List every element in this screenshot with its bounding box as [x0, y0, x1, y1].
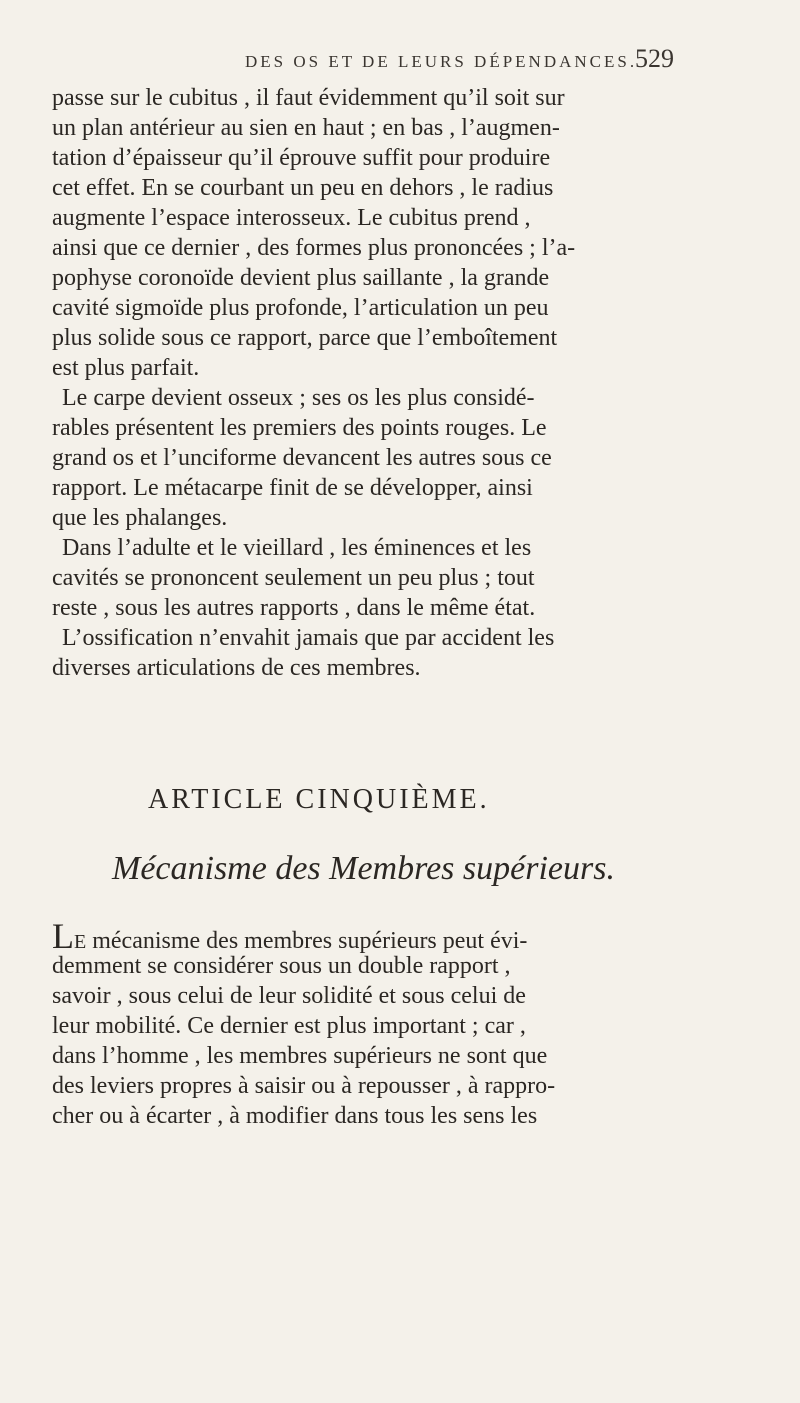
text-line: demment se considérer sous un double rapport ,	[52, 953, 511, 979]
article-heading: ARTICLE CINQUIÈME.	[148, 784, 490, 815]
text-line: Le carpe devient osseux ; ses os les plus considé-	[62, 385, 535, 411]
text-line: que les phalanges.	[52, 505, 228, 531]
text-line: cavités se prononcent seulement un peu plus ; tout	[52, 565, 535, 591]
running-head: DES OS ET DE LEURS DÉPENDANCES.	[245, 52, 638, 71]
drop-cap: L	[52, 916, 74, 956]
text-line: grand os et l’unciforme devancent les autres sous ce	[52, 445, 552, 471]
text-line: diverses articulations de ces membres.	[52, 655, 421, 681]
text-line: tation d’épaisseur qu’il éprouve suffit pour produire	[52, 145, 551, 171]
text-line: cet effet. En se courbant un peu en dehors , le radius	[52, 175, 554, 201]
text-line: des leviers propres à saisir ou à repousser , à rappro-	[52, 1073, 556, 1099]
text-line: plus solide sous ce rapport, parce que l’emboîtement	[52, 325, 558, 351]
first-line-text: mécanisme des membres supérieurs peut évi-	[86, 928, 528, 954]
text-line	[52, 916, 528, 956]
text-line: passe sur le cubitus , il faut évidemment qu’il soit sur	[52, 85, 565, 111]
text-line: L’ossification n’envahit jamais que par accident les	[62, 625, 555, 651]
text-line: rapport. Le métacarpe finit de se développer, ainsi	[52, 475, 533, 501]
text-line: est plus parfait.	[52, 355, 200, 381]
page-number: 529	[635, 44, 674, 73]
text-line: un plan antérieur au sien en haut ; en bas , l’augmen-	[52, 115, 560, 141]
text-line: cher ou à écarter , à modifier dans tous les sens les	[52, 1103, 538, 1129]
text-line: leur mobilité. Ce dernier est plus important ; car ,	[52, 1013, 526, 1039]
text-line: dans l’homme , les membres supérieurs ne sont que	[52, 1043, 548, 1069]
text-line: ainsi que ce dernier , des formes plus prononcées ; l’a-	[52, 235, 576, 261]
text-line: Dans l’adulte et le vieillard , les éminences et les	[62, 535, 532, 561]
text-line: augmente l’espace interosseux. Le cubitus prend ,	[52, 205, 531, 231]
text-line: savoir , sous celui de leur solidité et sous celui de	[52, 983, 526, 1009]
text-line: reste , sous les autres rapports , dans le même état.	[52, 595, 536, 621]
small-caps: E	[74, 931, 87, 953]
text-line: rables présentent les premiers des points rouges. Le	[52, 415, 547, 441]
text-line: pophyse coronoïde devient plus saillante , la grande	[52, 265, 550, 291]
text-line: cavité sigmoïde plus profonde, l’articulation un peu	[52, 295, 549, 321]
section-heading: Mécanisme des Membres supérieurs.	[112, 850, 615, 887]
